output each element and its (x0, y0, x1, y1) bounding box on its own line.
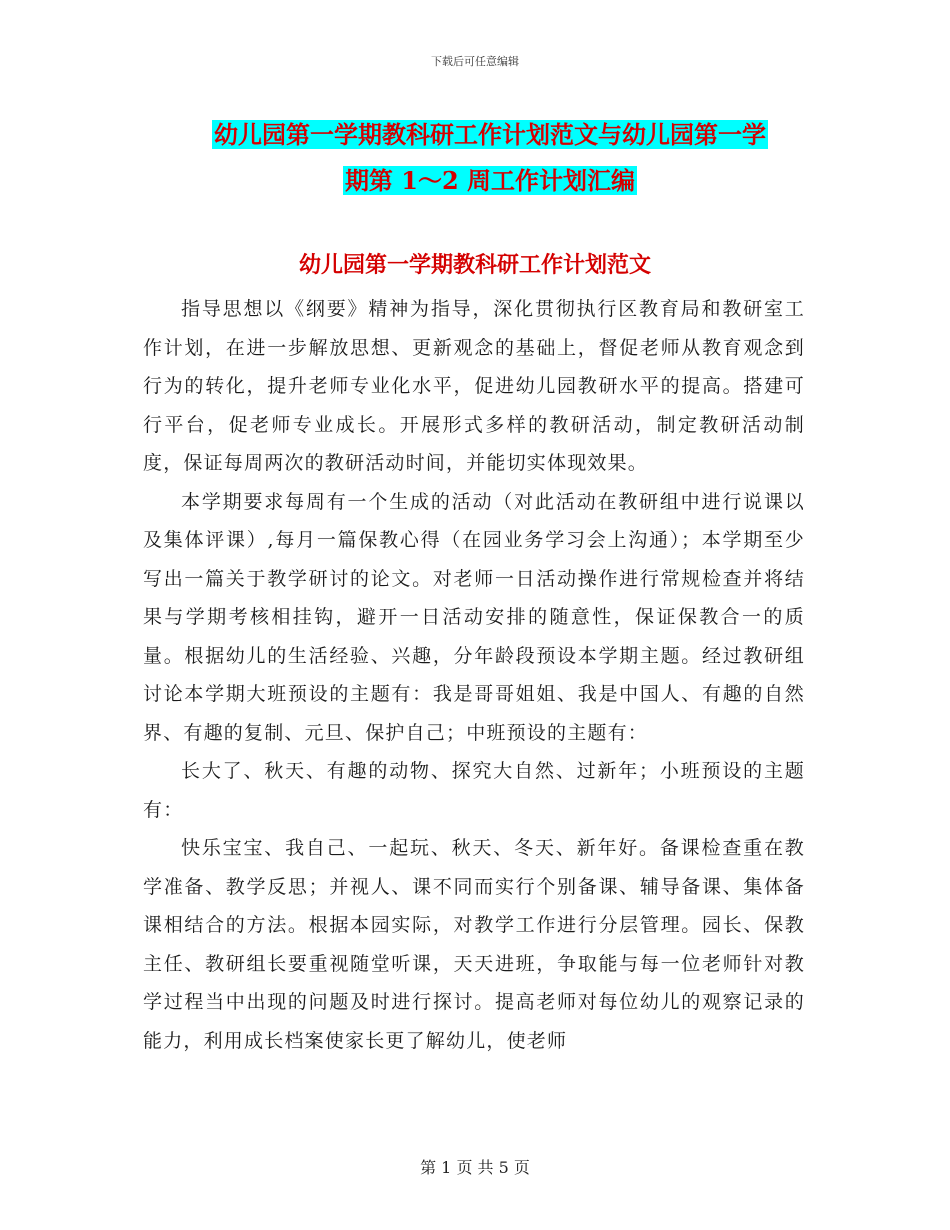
paragraph-guiding-thought: 指导思想以《纲要》精神为指导，深化贯彻执行区教育局和教研室工作计划，在进一步解放思想、更新观念的基础上，督促老师从教育观念到行为的转化，提升老师专业化水平，促进幼儿园教研水平的提高。搭建可行平台，促老师专业成长。开展形式多样的教研活动，制定教研活动制度，保证每周两次的教研活动时间，并能切实体现效果。 (143, 298, 805, 474)
paragraph-semester-requirements: 本学期要求每周有一个生成的活动（对此活动在教研组中进行说课以及集体评课）,每月一篇保教心得（在园业务学习会上沟通）；本学期至少写出一篇关于教学研讨的论文。对老师一日活动操作进行常规检查并将结果与学期考核相挂钩，避开一日活动安排的随意性，保证保教合一的质量。根据幼儿的生活经验、兴趣，分年龄段预设本学期主题。经过教研组讨论本学期大班预设的主题有：我是哥哥姐姐、我是中国人、有趣的自然界、有趣的复制、元旦、保护自己；中班预设的主题有： (143, 490, 805, 744)
page-footer: 第 1 页 共 5 页 (420, 1158, 530, 1177)
document-body (143, 290, 805, 1060)
document-title-line-1: 幼儿园第一学期教科研工作计划范文与幼儿园第一学 (214, 120, 766, 149)
section-title: 幼儿园第一学期教科研工作计划范文 (298, 252, 651, 278)
document-title-line-2: 期第 1～2 周工作计划汇编 (344, 166, 636, 195)
paragraph-middle-class-themes: 长大了、秋天、有趣的动物、探究大自然、过新年；小班预设的主题有： (143, 760, 805, 821)
paragraph-small-class-themes: 快乐宝宝、我自己、一起玩、秋天、冬天、新年好。备课检查重在教学准备、教学反思；并视人、课不同而实行个别备课、辅导备课、集体备课相结合的方法。根据本园实际，对教学工作进行分层管理。园长、保教主任、教研组长要重视随堂听课，天天进班，争取能与每一位老师针对教学过程当中出现的问题及时进行探讨。提高老师对每位幼儿的观察记录的能力，利用成长档案使家长更了解幼儿，使老师 (143, 837, 805, 1052)
header-note: 下载后可任意编辑 (431, 55, 519, 68)
document-title (160, 112, 820, 204)
